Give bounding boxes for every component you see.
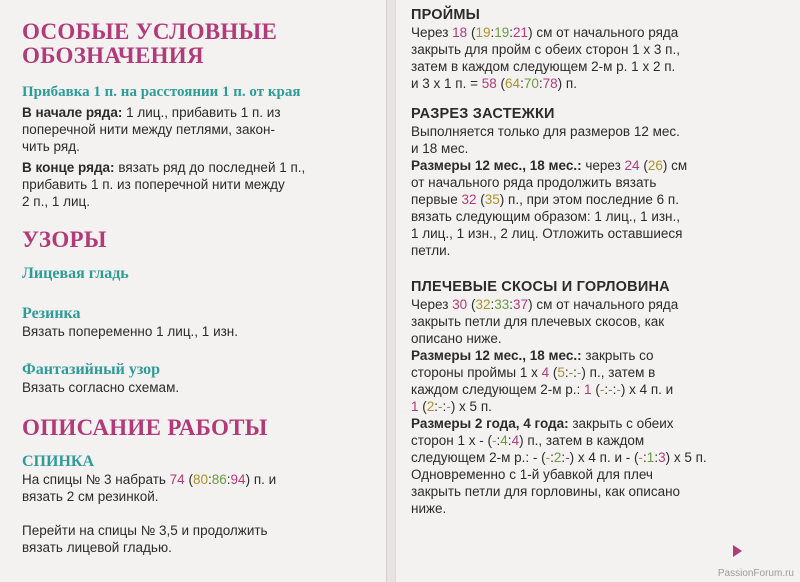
shoulder-title: ПЛЕЧЕВЫЕ СКОСЫ И ГОРЛОВИНА [411, 279, 670, 295]
back-heading: СПИНКА [22, 453, 95, 470]
legend-title: ОСОБЫЕ УСЛОВНЫЕ ОБОЗНАЧЕНИЯ [22, 19, 278, 68]
placket-paragraph: Выполняется только для размеров 12 мес. и 18 мес. Размеры 12 мес., 18 мес.: через 24 (26) см от начального ряда продолжить вязать первые 32 (35) п., при этом последние 6 п. вязать следующим образом: 1 лиц., 1 изн., 1 лиц., 1 изн., 2 лиц. Отложить оставшиеся петли. [411, 124, 688, 258]
rib-text: Вязать попеременно 1 лиц., 1 изн. [22, 324, 238, 339]
work-title: ОПИСАНИЕ РАБОТЫ [22, 415, 268, 440]
stockinette-heading: Лицевая гладь [22, 265, 129, 282]
fancy-heading: Фантазийный узор [22, 361, 161, 378]
left-column [0, 0, 385, 582]
fancy-text: Вязать согласно схемам. [22, 380, 180, 395]
patterns-title: УЗОРЫ [22, 227, 107, 252]
end-row-paragraph: В конце ряда: вязать ряд до последней 1 п., прибавить 1 п. из поперечной нити между 2 п., 1 лиц. [22, 160, 306, 209]
start-row-paragraph: В начале ряда: 1 лиц., прибавить 1 п. из поперечной нити между петлями, закон- чить ряд. [22, 105, 281, 154]
back-paragraph-2: Перейти на спицы № 3,5 и продолжить вязать лицевой гладью. [22, 523, 268, 555]
watermark: PassionForum.ru [717, 568, 794, 579]
right-column [397, 0, 800, 582]
armholes-title: ПРОЙМЫ [411, 7, 481, 23]
back-paragraph: На спицы № 3 набрать 74 (80:86:94) п. и вязать 2 см резинкой. [22, 472, 277, 504]
rib-heading: Резинка [22, 305, 81, 322]
armholes-paragraph: Через 18 (19:19:21) см от начального ряда закрыть для пройм с обеих сторон 1 х 3 п., затем в каждом следующем 2-м р. 1 х 2 п. и 3 х 1 п. = 58 (64:70:78) п. [411, 25, 680, 91]
shoulder-paragraph: Через 30 (32:33:37) см от начального ряда закрыть петли для плечевых скосов, как описано ниже. Размеры 12 мес., 18 мес.: закрыть со стороны проймы 1 х 4 (5:-:-) п., затем в каждом следующем 2-м р.: 1 (-:-:-) х 4 п. и 1 (2:-:-) х 5 п. Размеры 2 года, 4 года: закрыть с обеих сторон 1 х - (-:4:4) п., затем в каждом следующем 2-м р.: - (-:2:-) х 4 п. и - (-:1:3) х 5 п. Одновременно с 1-й убавкой для плеч закрыть петли для горловины, как описано ниже. [411, 297, 707, 516]
increase-heading: Прибавка 1 п. на расстоянии 1 п. от края [22, 84, 301, 100]
page-gutter [386, 0, 396, 582]
placket-title: РАЗРЕЗ ЗАСТЕЖКИ [411, 106, 555, 122]
continue-arrow-icon [733, 545, 742, 557]
